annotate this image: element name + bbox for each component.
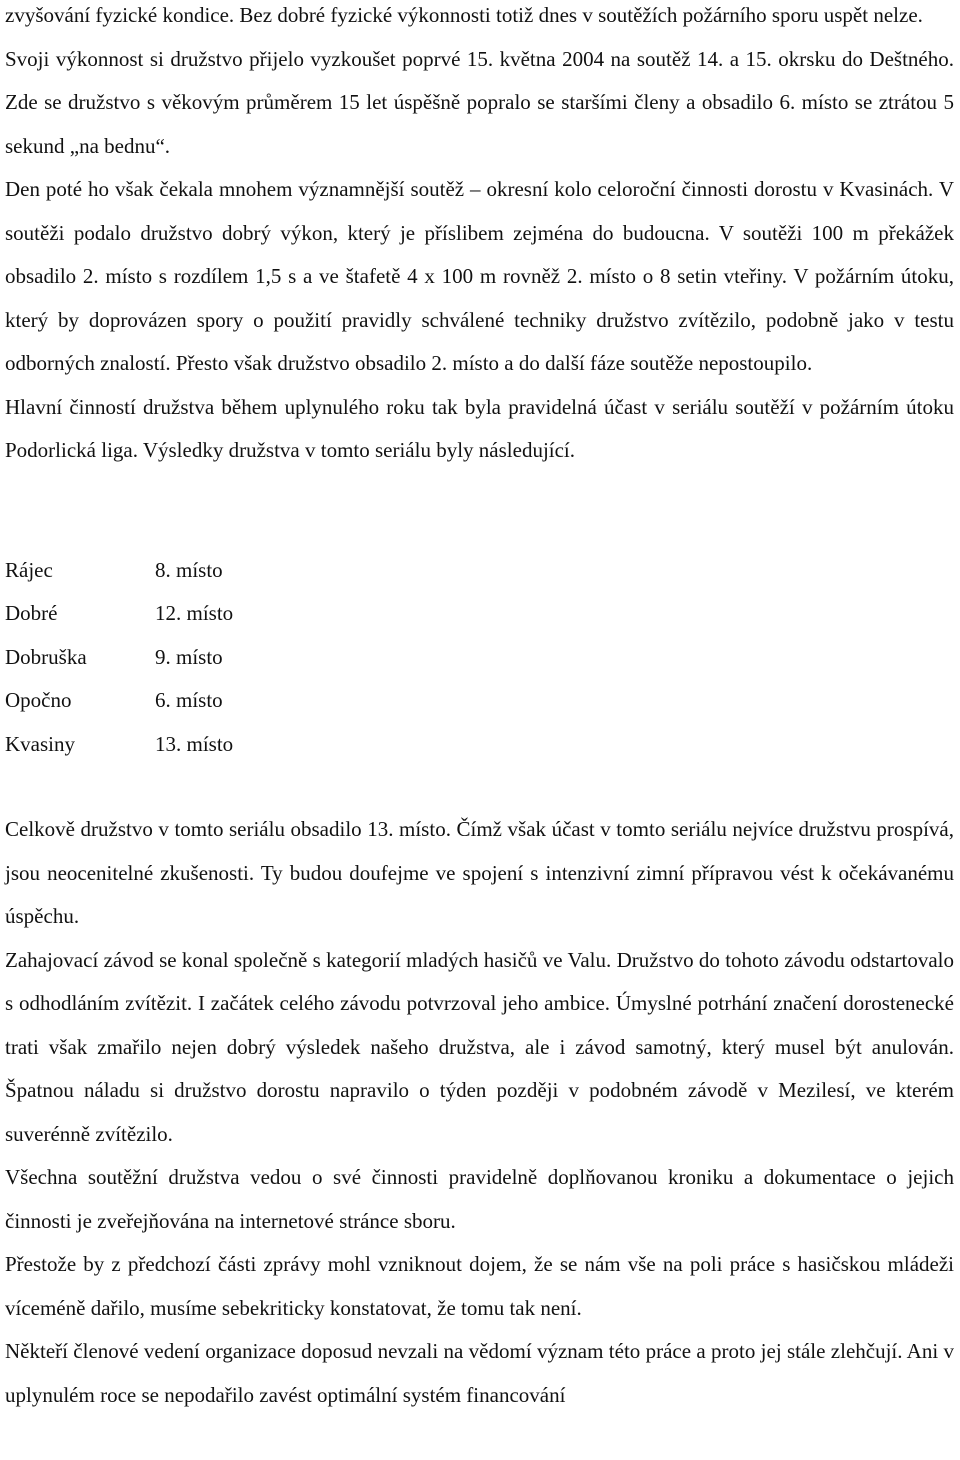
result-value: 9. místo (155, 644, 223, 669)
paragraph-first-competition: Svoji výkonnost si družstvo přijelo vyzkoušet poprvé 15. května 2004 na soutěž 14. a 15. okrsku do Deštného. Zde se družstvo s věkovým průměrem 15 let úspěšně popralo se staršími členy a obsadilo 6. místo se ztrátou 5 sekund „na bednu“. (5, 46, 954, 158)
results-row (5, 592, 954, 636)
result-value: 8. místo (155, 557, 223, 582)
result-value: 6. místo (155, 688, 223, 712)
result-place: Opočno (5, 688, 72, 712)
paragraph-self-criticism: Přestože by z předchozí části zprávy mohl vzniknout dojem, že se nám vše na poli práce s hasičskou mládeži víceméně dařilo, musíme sebekriticky konstatovat, že tomu tak není. (5, 1252, 954, 1320)
paragraph-leadership: Někteří členové vedení organizace doposud nevzali na vědomí význam této práce a proto jej stále zlehčují. Ani v uplynulém roce se nepodařilo zavést optimální systém financování (5, 1339, 954, 1407)
results-row (5, 549, 954, 593)
result-value: 13. místo (155, 731, 234, 756)
result-place: Kvasiny (5, 731, 75, 756)
results-row (5, 679, 954, 723)
paragraph-podorlicka-liga: Hlavní činností družstva během uplynulého roku tak byla pravidelná účast v seriálu soutěží v požárním útoku Podorlická liga. Výsledky družstva v tomto seriálu byly následující. (5, 394, 954, 462)
paragraph-opening-race: Zahajovací závod se konal společně s kategorií mladých hasičů ve Valu. Družstvo do tohoto závodu odstartovalo s odhodláním zvítězit. I začátek celého závodu potvrzoval jeho ambice. Úmyslné potrhání značení dorostenecké trati však zmařilo nejen dobrý výsledek našeho družstva, ale i závod samotný, který musel být anulován. Špatnou náladu si družstvo dorostu napravilo o týden později v podobném závodě v Mezilesí, ve kterém suverénně zvítězilo. (5, 947, 954, 1146)
paragraph-series-total: Celkově družstvo v tomto seriálu obsadilo 13. místo. Čímž však účast v tomto seriálu nejvíce družstvu prospívá, jsou neocenitelné zkušenosti. Ty budou doufejme ve spojení s intenzivní zimní přípravou vést k očekávanému úspěchu. (5, 817, 954, 928)
results-row (5, 636, 954, 680)
results-list (5, 549, 954, 767)
paragraph-physical-fitness: zvyšování fyzické kondice. Bez dobré fyzické výkonnosti totiž dnes v soutěžích požárního sporu uspět nelze. (5, 3, 923, 27)
result-place: Rájec (5, 557, 53, 582)
results-row (5, 723, 954, 767)
result-place: Dobré (5, 601, 58, 625)
paragraph-district-round: Den poté ho však čekala mnohem významnější soutěž – okresní kolo celoroční činnosti dorostu v Kvasinách. V soutěži podalo družstvo dobrý výkon, který je příslibem zejména do budoucna. V soutěži 100 m překážek obsadilo 2. místo s rozdílem 1,5 s a ve štafetě 4 x 100 m rovněž 2. místo o 8 setin vteřiny. V požárním útoku, který by doprovázen spory o použití pravidly schválené techniky družstvo zvítězilo, podobně jako v testu odborných znalostí. Přesto však družstvo obsadilo 2. místo a do další fáze soutěže nepostoupilo. (5, 177, 954, 375)
result-place: Dobruška (5, 644, 87, 669)
result-value: 12. místo (155, 601, 234, 625)
paragraph-chronicle: Všechna soutěžní družstva vedou o své činnosti pravidelně doplňovanou kroniku a dokumentace o jejich činnosti je zveřejňována na internetové stránce sboru. (5, 1165, 954, 1233)
